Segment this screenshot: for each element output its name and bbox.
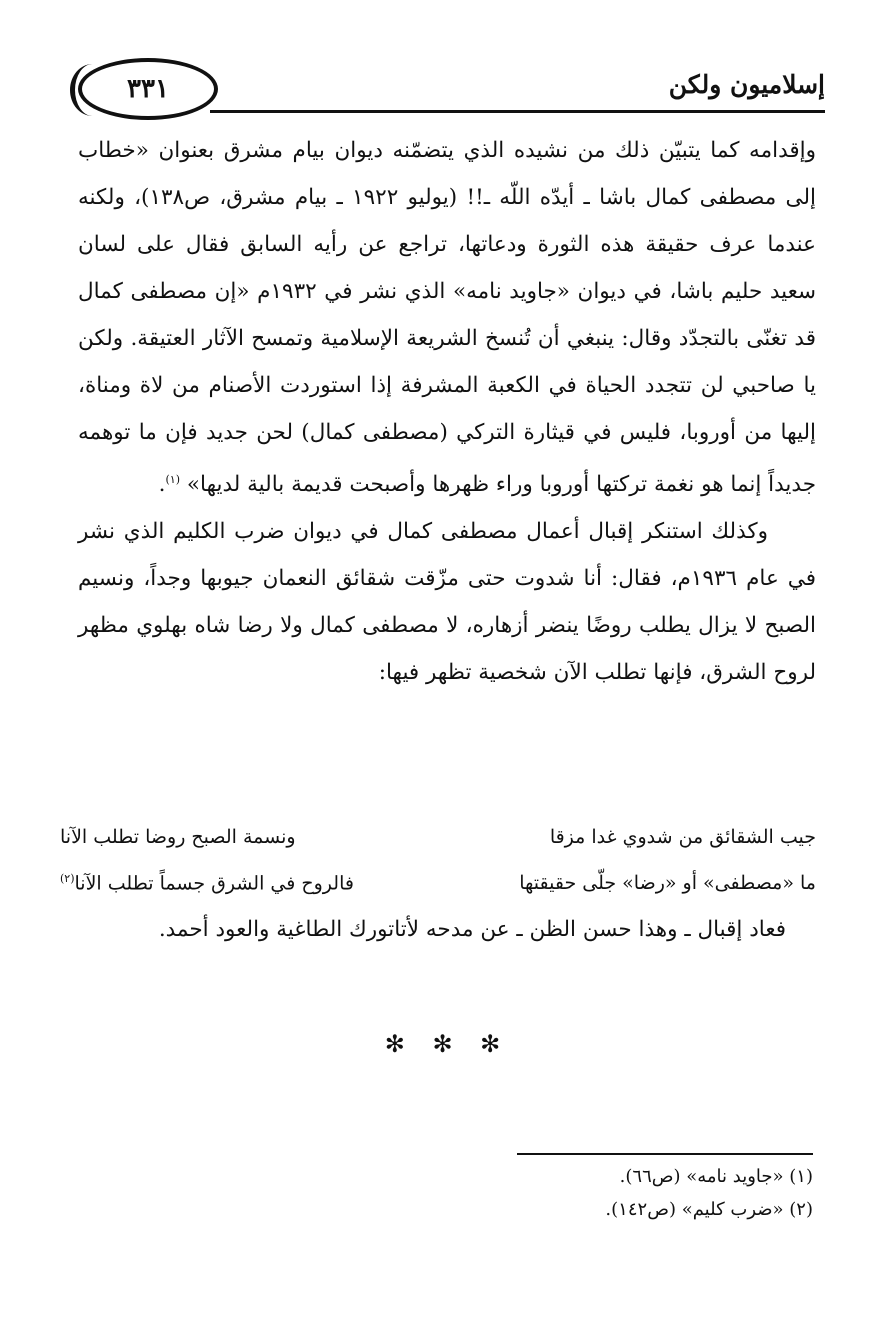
page-number: ٣٣١ — [127, 74, 169, 104]
poem-verse-2 — [60, 860, 816, 906]
verse-1-hemistich-1: جيب الشقائق من شدوي غدا مزقا — [549, 826, 816, 848]
section-ornament: ✻ ✻ ✻ — [384, 1030, 511, 1058]
footnote-ref-1: (١) — [165, 473, 181, 486]
closing-paragraph-wrap — [96, 906, 834, 953]
page-header — [60, 48, 825, 118]
header-rule — [210, 110, 825, 113]
paragraph-3: فعاد إقبال ـ وهذا حسن الظن ـ عن مدحه لأتاتورك الطاغية والعود أحمد. — [158, 917, 786, 942]
paragraph-1: وإقدامه كما يتبيّن ذلك من نشيده الذي يتضمّنه ديوان بيام مشرق بعنوان «خطاب إلى مصطفى كمال باشا ـ أيدّه اللّه ـ!! (يوليو ١٩٢٢ ـ بيام مشرق، ص١٣٨)، ولكنه عندما عرف حقيقة هذه الثورة ودعاتها، تراجع عن رأيه السابق فقال على لسان سعيد حليم باشا، في ديوان «جاويد نامه» الذي نشر في ١٩٣٢م «إن مصطفى كمال قد تغنّى بالتجدّد وقال: ينبغي أن تُنسخ الشريعة الإسلامية وتمسح الآثار العتيقة. ولكن يا صاحبي لن تتجدد الحياة في الكعبة المشرفة إذا استوردت الأصنام من لاة ومناة، إليها من أوروبا، فليس في قيثارة التركي (مصطفى كمال) لحن جديد فإن ما توهمه جديداً إنما هو نغمة تركتها أوروبا وراء ظهرها وأصبحت قديمة بالية لديها» $^{(١)}$. — [78, 138, 816, 498]
running-title: إسلاميون ولكن — [668, 70, 825, 99]
body-text — [78, 127, 816, 696]
poem-verse-1 — [60, 814, 816, 860]
verse-2-hemistich-2 — [60, 872, 354, 894]
verse-2-text: فالروح في الشرق جسماً تطلب الآنا — [74, 872, 354, 895]
footnote-ref-2: (٢) — [60, 871, 75, 885]
poem — [60, 814, 816, 953]
verse-2-hemistich-1: ما «مصطفى» أو «رضا» جلّى حقيقتها — [519, 872, 816, 894]
footnote-2: (٢) «ضرب كليم» (ص١٤٢). — [605, 1199, 813, 1220]
paragraph-1-text: وإقدامه كما يتبيّن ذلك من نشيده الذي يتضمّنه ديوان بيام مشرق بعنوان «خطاب إلى مصطفى كمال باشا ـ أيدّه اللّه ـ!! (يوليو ١٩٢٢ ـ بيام مشرق، ص١٣٨)، ولكنه عندما عرف حقيقة هذه الثورة ودعاتها، تراجع عن رأيه السابق فقال على لسان سعيد حليم باشا، في ديوان «جاويد نامه» الذي نشر في ١٩٣٢م «إن مصطفى كمال قد تغنّى بالتجدّد وقال: ينبغي أن تُنسخ الشريعة الإسلامية وتمسح الآثار العتيقة. ولكن يا صاحبي لن تتجدد الحياة في الكعبة المشرفة إذا استوردت الأصنام من لاة ومناة، إليها من أوروبا، فليس في قيثارة التركي (مصطفى كمال) لحن جديد فإن ما توهمه جديداً إنما هو نغمة تركتها أوروبا وراء ظهرها وأصبحت قديمة بالية لديها» — [78, 138, 816, 498]
footnote-1: (١) «جاويد نامه» (ص٦٦). — [619, 1166, 813, 1187]
footnote-rule — [517, 1153, 813, 1155]
footnotes — [605, 1160, 813, 1226]
paragraph-2: وكذلك استنكر إقبال أعمال مصطفى كمال في ديوان ضرب الكليم الذي نشر في عام ١٩٣٦م، فقال: أنا شدوت حتى مزّقت شقائق النعمان جيوبها وجداً، ونسيم الصبح لا يزال يطلب روضًا ينضر أزهاره، لا مصطفى كمال ولا رضا شاه بهلوي مظهر لروح الشرق، فإنها تطلب الآن شخصية تظهر فيها: — [78, 519, 816, 686]
verse-1-hemistich-2: ونسمة الصبح روضا تطلب الآنا — [60, 826, 296, 848]
page-number-oval — [78, 58, 218, 120]
